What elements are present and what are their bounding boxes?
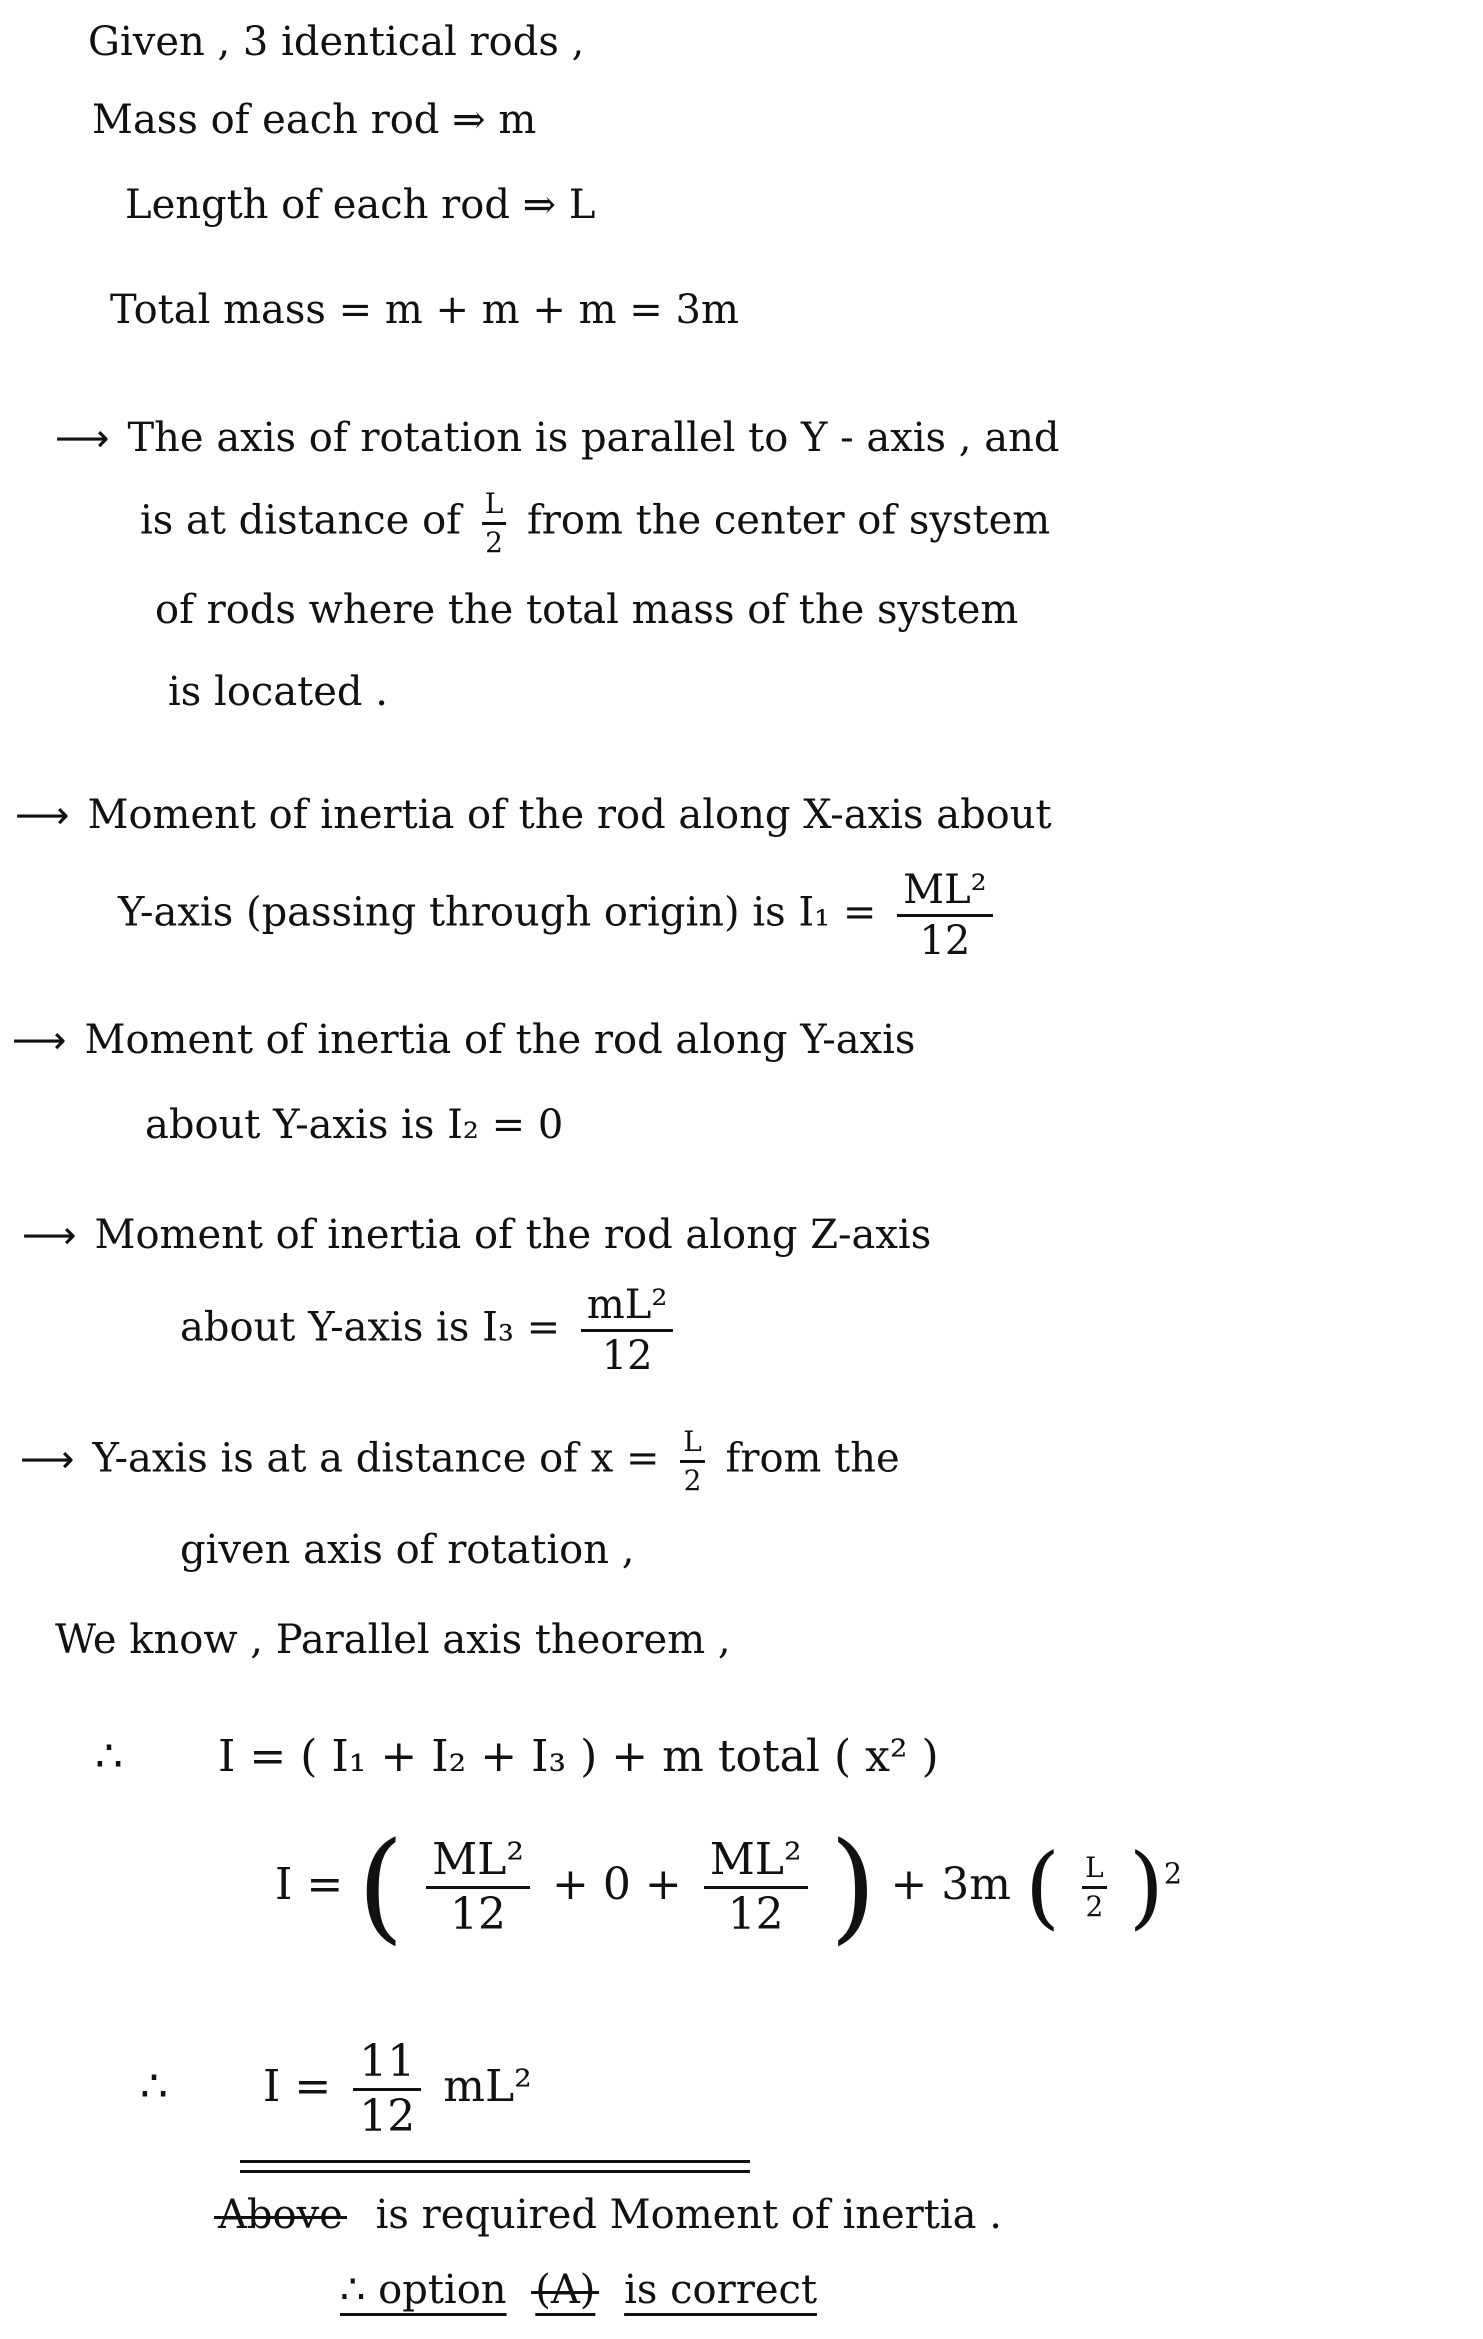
para5-text-1a: Y-axis is at a distance of x = [92, 1435, 660, 1482]
given-line-1: Given , 3 identical rods , [88, 19, 585, 65]
struck-word: Above [218, 2192, 343, 2238]
conclusion-text-2a: ∴ option [340, 2267, 507, 2313]
equation-2-mid: + 0 + [551, 1859, 682, 1910]
para2-line-1 [15, 792, 1052, 838]
result-underline-2 [240, 2170, 750, 2173]
arrow-icon: ⟶ [20, 1436, 75, 1481]
right-paren: ) [829, 1817, 877, 1957]
left-paren: ( [1025, 1834, 1061, 1940]
para2-line-2 [118, 867, 1001, 964]
fraction-ml2-over-12: $\frac{\text{mL²}}{12}$ [581, 1285, 674, 1376]
para1-text-2b: from the center of system [527, 497, 1051, 544]
arrow-icon: ⟶ [55, 416, 110, 460]
given-line-2: Mass of each rod ⇒ m [92, 97, 537, 143]
equation-3 [140, 2036, 532, 2142]
equation-2 [275, 1817, 1183, 1957]
fraction-ml2-over-12: $\frac{\text{ML²}}{12}$ [426, 1838, 530, 1937]
para3-line-1 [12, 1017, 916, 1063]
conclusion-text-2c: is correct [624, 2267, 818, 2313]
given-line-4: Total mass = m + m + m = 3m [110, 287, 739, 333]
equation-1 [95, 1731, 939, 1782]
para2-text-1: Moment of inertia of the rod along X-axis about [87, 792, 1052, 838]
para5-text-1b: from the [725, 1435, 900, 1482]
para1-line-3: of rods where the total mass of the system [155, 587, 1019, 633]
equation-3-rhs: mL² [443, 2061, 532, 2112]
conclusion-line-2 [340, 2267, 818, 2313]
para1-line-2 [140, 487, 1051, 559]
result-underline-1 [240, 2160, 750, 2163]
conclusion-line-1 [218, 2192, 1002, 2238]
fraction-ml2-over-12: $\frac{\text{ML²}}{12}$ [897, 870, 993, 961]
para5-line-2: given axis of rotation , [180, 1527, 635, 1573]
para3-line-2: about Y-axis is I₂ = 0 [145, 1102, 564, 1148]
equation-3-lhs: I = [263, 2061, 332, 2112]
conclusion-text-1: is required Moment of inertia . [375, 2192, 1002, 2238]
para1-line-4: is located . [168, 669, 388, 715]
therefore-symbol: ∴ [95, 1731, 123, 1782]
fraction-11-over-12: $\frac{11}{12}$ [353, 2040, 421, 2139]
para4-text-1: Moment of inertia of the rod along Z-axis [94, 1212, 932, 1258]
right-paren: ) [1128, 1834, 1164, 1940]
option-label: (A) [535, 2267, 596, 2313]
exponent: 2 [1163, 1856, 1183, 1891]
para1-line-1 [55, 415, 1060, 461]
arrow-icon: ⟶ [12, 1018, 67, 1062]
arrow-icon: ⟶ [22, 1213, 77, 1257]
para1-text-2a: is at distance of [140, 497, 461, 544]
left-paren: ( [357, 1817, 405, 1957]
equation-2-plus: + 3m [890, 1859, 1012, 1910]
fraction-l-over-2: $\frac{L}{2}$ [1082, 1854, 1107, 1921]
fraction-l-over-2: $\frac{L}{2}$ [482, 490, 507, 557]
para3-text-1: Moment of inertia of the rod along Y-axis [84, 1017, 916, 1063]
para1-text-1: The axis of rotation is parallel to Y - axis , and [127, 415, 1060, 461]
para5-line-1 [20, 1425, 900, 1497]
para4-line-2 [180, 1282, 681, 1379]
para4-text-2: about Y-axis is I₃ = [180, 1304, 561, 1351]
arrow-icon: ⟶ [15, 793, 70, 837]
equation-2-lhs: I = [275, 1859, 344, 1910]
given-line-3: Length of each rod ⇒ L [125, 182, 596, 228]
para2-text-2: Y-axis (passing through origin) is I₁ = [118, 889, 877, 936]
therefore-symbol: ∴ [140, 2061, 168, 2112]
fraction-ml2-over-12: $\frac{\text{ML²}}{12}$ [704, 1838, 808, 1937]
theorem-line: We know , Parallel axis theorem , [55, 1617, 731, 1663]
equation-1-text: I = ( I₁ + I₂ + I₃ ) + m total ( x² ) [218, 1731, 939, 1782]
para4-line-1 [22, 1212, 932, 1258]
fraction-l-over-2: $\frac{L}{2}$ [680, 1428, 705, 1495]
